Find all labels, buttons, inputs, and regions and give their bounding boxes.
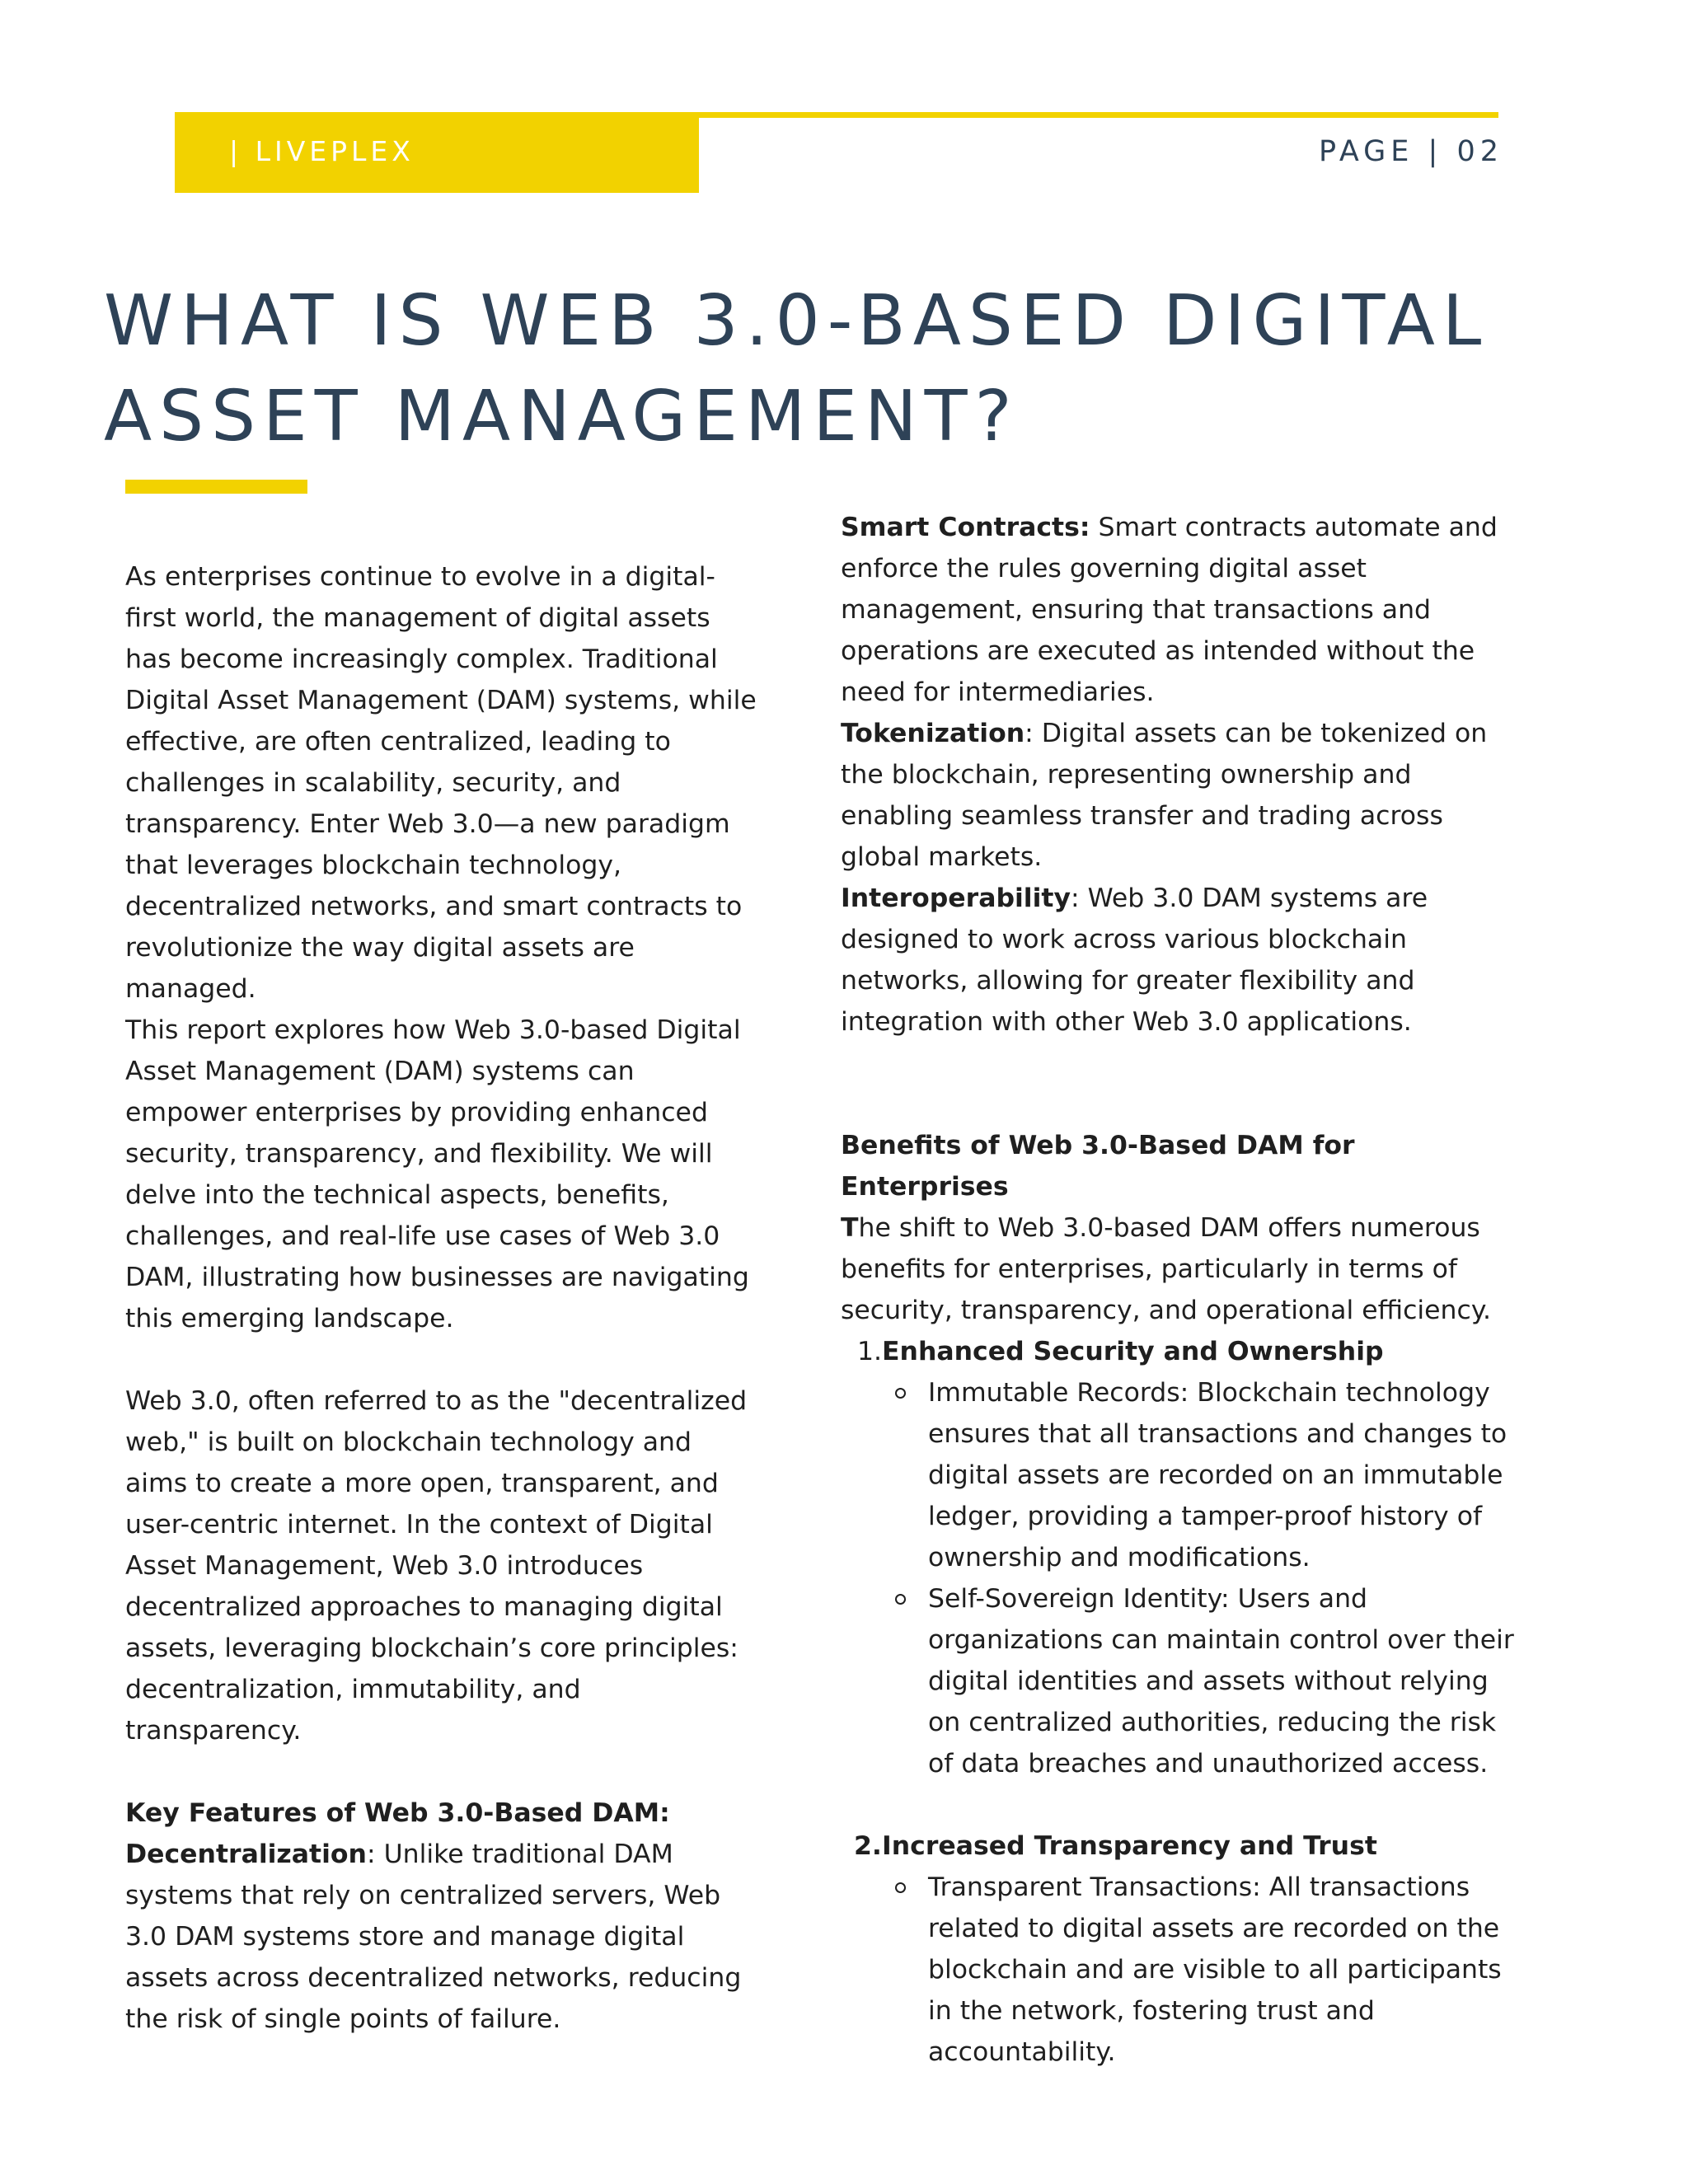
decentralization-label: Decentralization [125,1840,367,1869]
title-underline [125,480,307,494]
brand-name: | LIVEPLEX [229,135,415,167]
benefit-2-bullet-1: Transparent Transactions: All transactions related to digital assets are recorded on the blockchain and are visible to all participants in the network, fostering trust and accountability. [841,1867,1517,2073]
smart-contracts-paragraph: Smart Contracts: Smart contracts automate and enforce the rules governing digital asset management, ensuring that transactions and operations are executed as intended without the need for intermediaries. [841,513,1498,707]
decentralization-paragraph: Decentralization: Unlike traditional DAM systems that rely on centralized servers, Web 3.0 DAM systems store and manage digital assets across decentralized networks, reducing the risk of single points of failure. [125,1840,742,2034]
interoperability-paragraph: Interoperability: Web 3.0 DAM systems are designed to work across various blockchain networks, allowing for greater flexibility and integration with other Web 3.0 applications. [841,883,1428,1037]
page-title [104,274,1587,465]
benefit-item-1-title: 1. Enhanced Security and Ownership [857,1337,1384,1366]
title-line-2: ASSET MANAGEMENT? [104,376,1020,457]
benefits-heading: Benefits of Web 3.0-Based DAM for Enterprises [841,1131,1355,1202]
right-column [841,507,1517,2073]
web3-paragraph: Web 3.0, often referred to as the "decentralized web," is built on blockchain technology and aims to create a more open, transparent, and user-centric internet. In the context of Digital Asset Management, Web 3.0 introduces decentralized approaches to managing digital assets, leveraging blockchain’s core principles: decentralization, immutability, and transparency. [125,1386,748,1746]
interoperability-label: Interoperability [841,883,1071,913]
benefit-1-bullet-2: Self-Sovereign Identity: Users and organizations can maintain control over their digital identities and assets without relying on centralized authorities, reducing the risk of data breaches and unauthorized access. [841,1578,1517,1784]
smart-contracts-label: Smart Contracts: [841,513,1090,542]
title-line-1: WHAT IS WEB 3.0-BASED DIGITAL [104,280,1489,362]
benefit-item-2-title: 2. Increased Transparency and Trust [854,1831,1377,1861]
intro-paragraph-2: This report explores how Web 3.0-based Digital Asset Management (DAM) systems can empower enterprises by providing enhanced security, transparency, and flexibility. We will delve into the technical aspects, benefits, challenges, and real-life use cases of Web 3.0 DAM, illustrating how businesses are navigating this emerging landscape. [125,1015,749,1333]
left-column [125,556,760,2040]
benefit-1-bullet-1: Immutable Records: Blockchain technology ensures that all transactions and changes to digital assets are recorded on an immutable ledger, providing a tamper-proof history of ownership and modifications. [841,1372,1517,1578]
benefits-intro: The shift to Web 3.0-based DAM offers numerous benefits for enterprises, particularly in terms of security, transparency, and operational efficiency. [841,1213,1491,1325]
tokenization-paragraph: Tokenization: Digital assets can be tokenized on the blockchain, representing ownership and enabling seamless transfer and trading across global markets. [841,719,1488,872]
tokenization-label: Tokenization [841,719,1025,748]
intro-paragraph-1: As enterprises continue to evolve in a digital-first world, the management of digital assets has become increasingly complex. Traditional Digital Asset Management (DAM) systems, while effective, are often centralized, leading to challenges in scalability, security, and transparency. Enter Web 3.0—a new paradigm that leverages blockchain technology, decentralized networks, and smart contracts to revolutionize the way digital assets are managed. [125,562,757,1004]
page-number: PAGE | 02 [1318,135,1503,168]
key-features-heading: Key Features of Web 3.0-Based DAM: [125,1798,670,1828]
